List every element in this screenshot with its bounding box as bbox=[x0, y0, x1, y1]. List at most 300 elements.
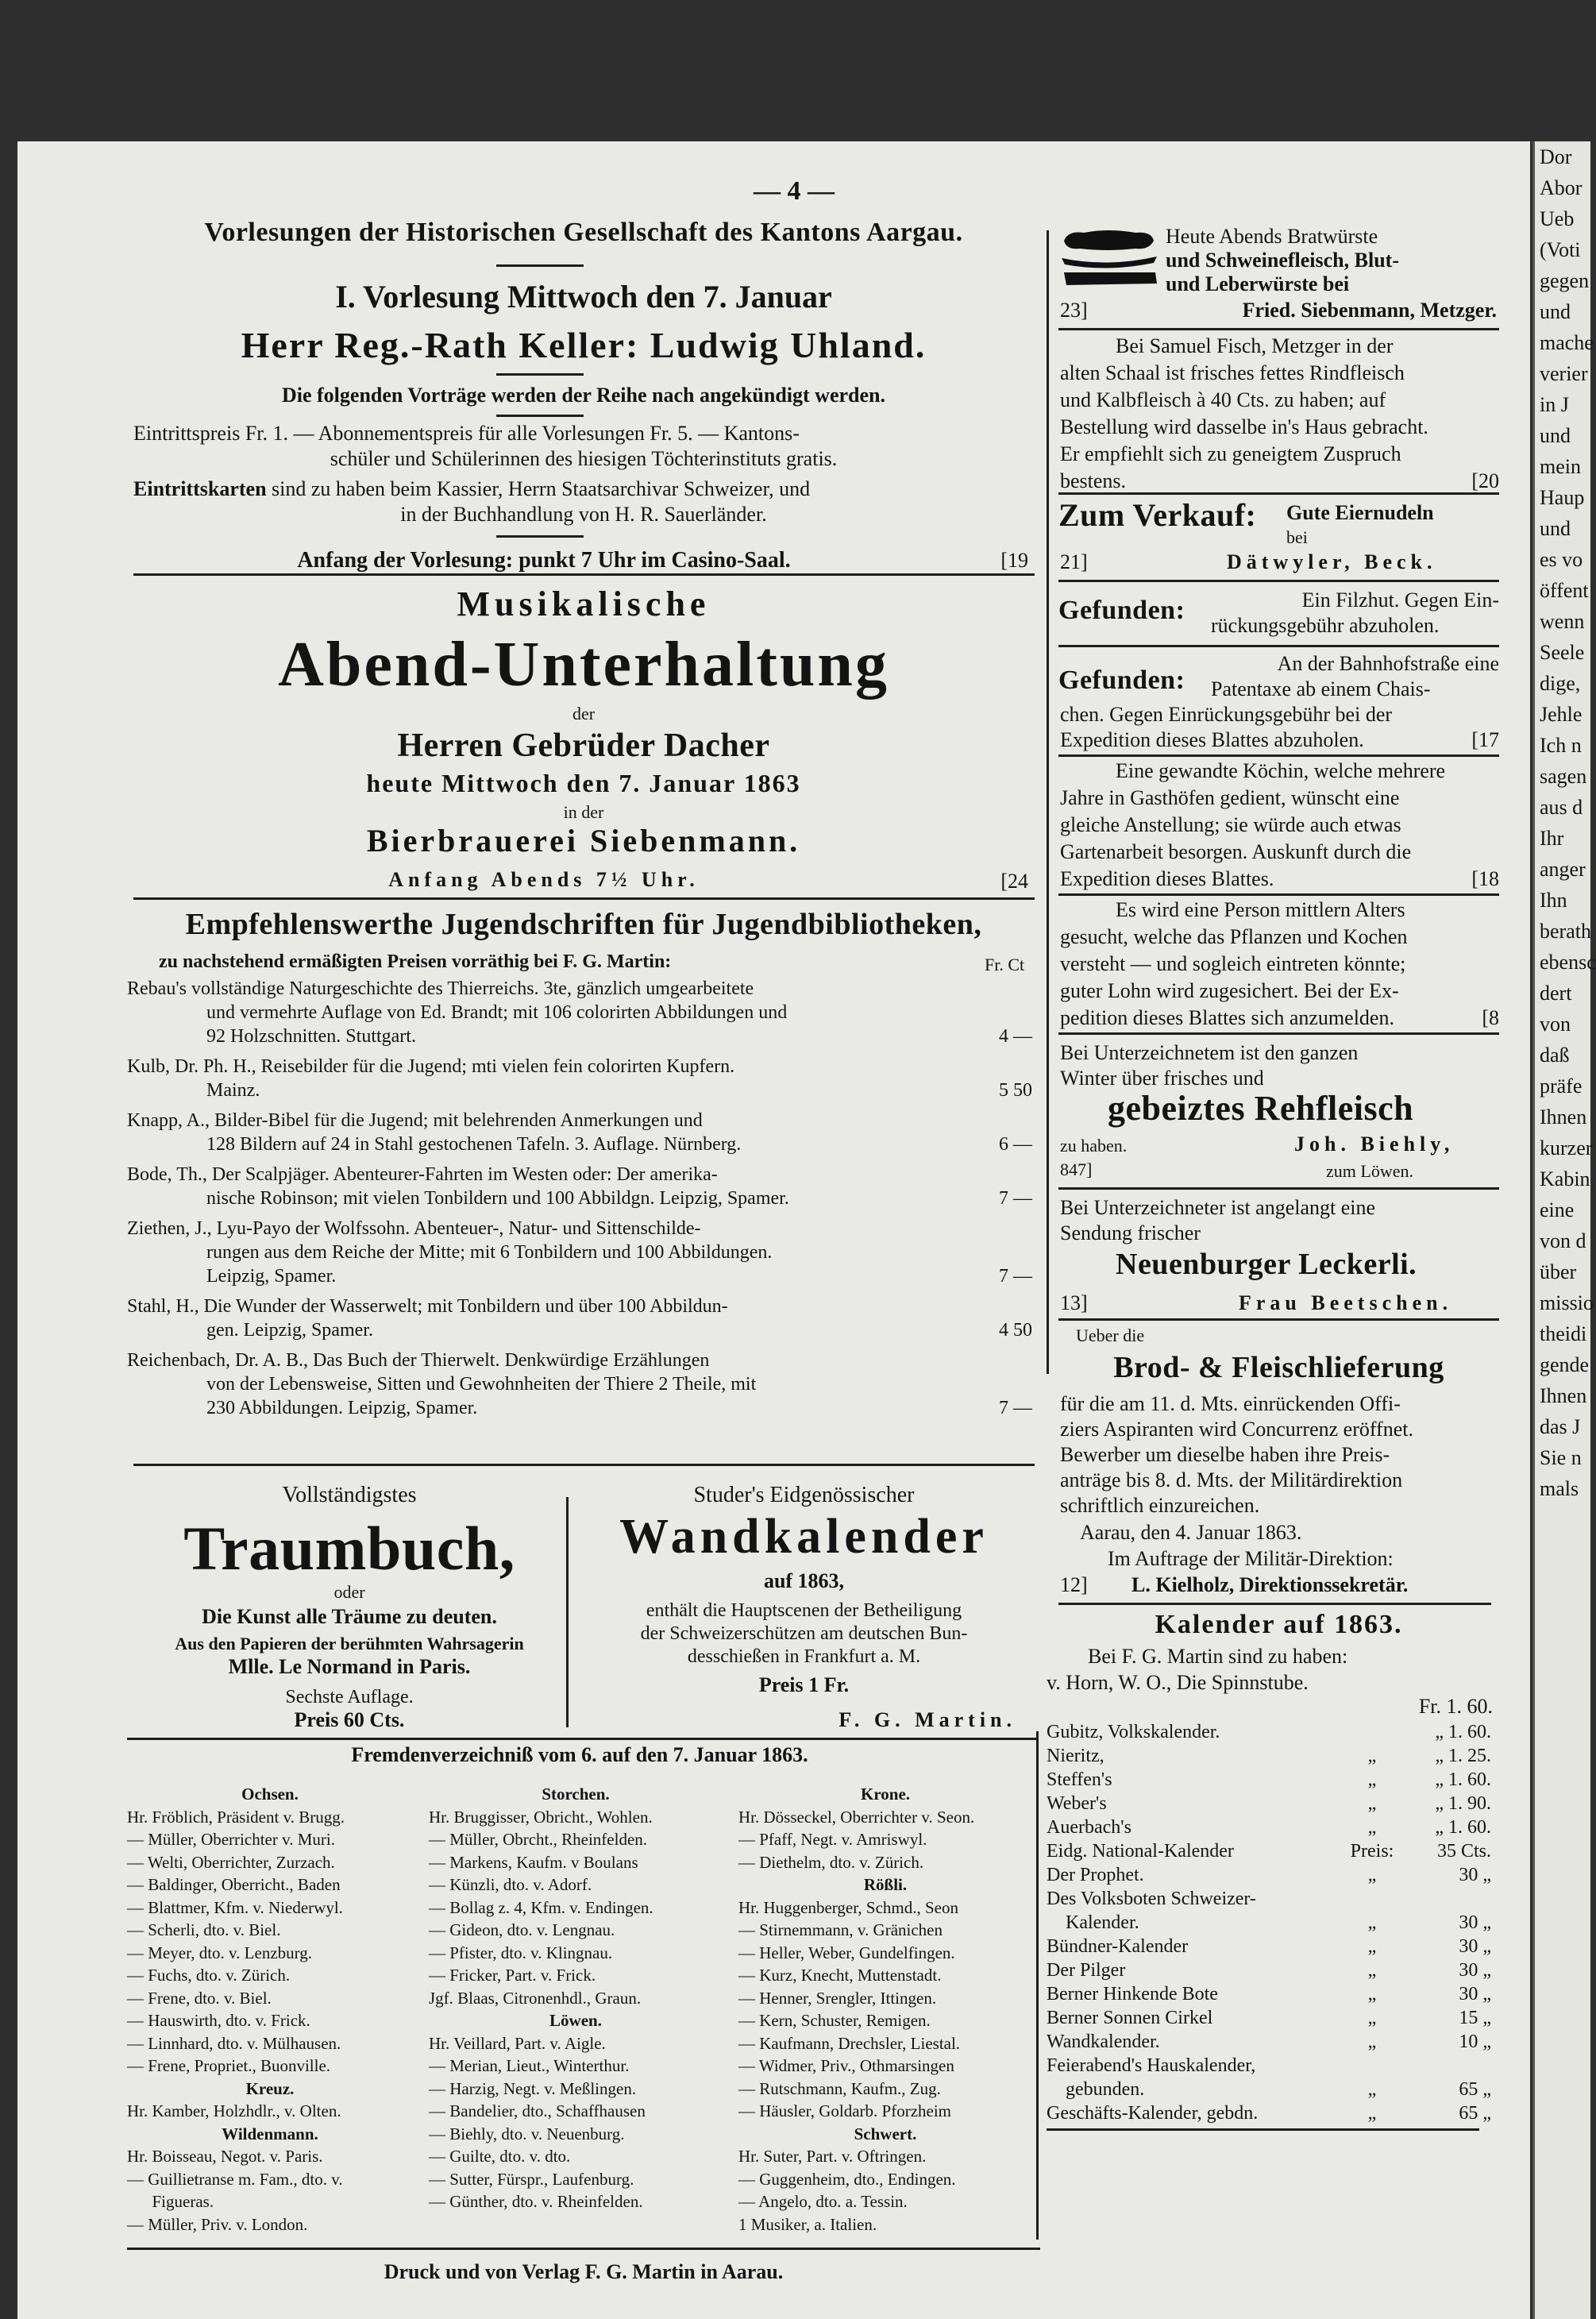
book-line: nische Robinson; mit vielen Tonbildern und 100 Abbildgn. Leipzig, Spamer. bbox=[206, 1188, 789, 1209]
fragment-line: über bbox=[1540, 1260, 1577, 1283]
price-line: schüler und Schülerinnen des hiesigen Töchterinstituts gratis. bbox=[330, 447, 838, 470]
calendar-price: „ 1. 60. bbox=[1435, 1817, 1491, 1838]
book-line: 92 Holzschnitten. Stuttgart. bbox=[206, 1026, 416, 1047]
divider bbox=[496, 535, 584, 538]
book-price: 5 50 bbox=[999, 1080, 1032, 1101]
calendar-price: 10 „ bbox=[1459, 2032, 1491, 2052]
ad-text: der Schweizerschützen am deutschen Bun- bbox=[640, 1623, 968, 1644]
calendar-item bbox=[1047, 1958, 1499, 1982]
ad-ref: [8 bbox=[1482, 1006, 1499, 1029]
ad-line: alten Schaal ist frisches fettes Rindfleisch bbox=[1060, 361, 1405, 384]
calendar-name: Kalender. bbox=[1047, 1912, 1139, 1933]
book-line: Reichenbach, Dr. A. B., Das Buch der Thierwelt. Denkwürdige Erzählungen bbox=[127, 1350, 710, 1371]
calendar-name: Nieritz, bbox=[1047, 1746, 1104, 1766]
calendar-item bbox=[1047, 2078, 1499, 2101]
guest-entry: — Stirnemmann, v. Gränichen bbox=[738, 1920, 943, 1939]
calendar-ditto: „ bbox=[1367, 2103, 1377, 2124]
book-line: Kulb, Dr. Ph. H., Reisebilder für die Jugend; mti vielen fein colorirten Kupfern. bbox=[127, 1056, 735, 1077]
fragment-line: Jehle bbox=[1540, 703, 1583, 726]
calendar-price: „ 1. 60. bbox=[1435, 1722, 1491, 1742]
book-price: 6 — bbox=[999, 1134, 1032, 1155]
calendar-name: Geschäfts-Kalender, gebdn. bbox=[1047, 2103, 1259, 2124]
price-line: Eintrittspreis Fr. 1. — Abonnementspreis für alle Vorlesungen Fr. 5. — Kantons- bbox=[133, 422, 800, 445]
fragment-line: wenn bbox=[1540, 610, 1585, 633]
ad-text: Die Kunst alle Träume zu deuten. bbox=[202, 1605, 497, 1628]
ad-heading: Musikalische bbox=[457, 585, 711, 623]
ad-text: Gute Eiernudeln bbox=[1286, 501, 1434, 524]
ad-text: Im Auftrage der Militär-Direktion: bbox=[1108, 1547, 1394, 1570]
section-rule bbox=[1058, 1318, 1499, 1321]
ad-text: Expedition dieses Blattes. bbox=[1060, 867, 1274, 890]
ad-line: Bei Samuel Fisch, Metzger in der bbox=[1116, 334, 1394, 357]
calendar-ditto: „ bbox=[1367, 1746, 1377, 1766]
hotel-name: Wildenmann. bbox=[222, 2124, 318, 2143]
ad-text: desschießen in Frankfurt a. M. bbox=[687, 1646, 921, 1667]
event-date: heute Mittwoch den 7. Januar 1863 bbox=[366, 769, 801, 797]
ad-text: rückungsgebühr abzuholen. bbox=[1211, 614, 1440, 637]
fragment-line: und bbox=[1540, 517, 1571, 540]
calendar-ditto: „ bbox=[1367, 1912, 1377, 1933]
ad-line: und Kalbfleisch à 40 Cts. zu haben; auf bbox=[1060, 388, 1386, 411]
ad-line: Bestellung wird dasselbe in's Haus gebracht. bbox=[1060, 415, 1428, 438]
book-line: gen. Leipzig, Spamer. bbox=[206, 1320, 373, 1341]
fragment-line: anger bbox=[1540, 858, 1586, 881]
fragment-line: gende bbox=[1540, 1353, 1590, 1376]
calendar-item bbox=[1047, 1911, 1499, 1935]
fragment-line: Seele bbox=[1540, 641, 1585, 664]
book-line: und vermehrte Auflage von Ed. Brandt; mit 106 colorirten Abbildungen und bbox=[206, 1002, 788, 1023]
calendar-ditto: „ bbox=[1367, 1793, 1377, 1814]
calendar-ditto: „ bbox=[1367, 1960, 1377, 1981]
guest-entry: Hr. Fröblich, Präsident v. Brugg. bbox=[127, 1807, 345, 1827]
calendar-price: 30 „ bbox=[1459, 1984, 1491, 2005]
ad-ref: [24 bbox=[1000, 870, 1028, 893]
fragment-line: Dor bbox=[1540, 145, 1572, 168]
fragment-line: Ihnen bbox=[1540, 1105, 1587, 1129]
calendar-item bbox=[1047, 1863, 1499, 1887]
book-price: 4 — bbox=[999, 1026, 1032, 1047]
guest-entry: — Henner, Srengler, Ittingen. bbox=[738, 1988, 937, 2008]
calendar-item bbox=[1047, 1982, 1499, 2006]
guest-entry: — Guilte, dto. v. dto. bbox=[429, 2147, 571, 2166]
edition: Sechste Auflage. bbox=[285, 1687, 414, 1707]
ad-text: der bbox=[572, 704, 596, 723]
ad-date: Aarau, den 4. Januar 1863. bbox=[1080, 1521, 1302, 1544]
ad-heading: Studer's Eidgenössischer bbox=[693, 1483, 915, 1507]
guest-entry: — Fuchs, dto. v. Zürich. bbox=[127, 1966, 291, 1985]
calendar-price bbox=[1404, 1887, 1491, 1911]
section-rule bbox=[133, 573, 1035, 576]
ad-line: ziers Aspiranten wird Concurrenz eröffnet. bbox=[1060, 1418, 1413, 1441]
ad-line: Bewerber um dieselbe haben ihre Preis- bbox=[1060, 1443, 1390, 1466]
calendar-ditto: „ bbox=[1367, 1817, 1377, 1838]
guest-entry: — Müller, Obrcht., Rheinfelden. bbox=[429, 1830, 648, 1849]
calendar-name: Berner Hinkende Bote bbox=[1047, 1984, 1218, 2005]
ad-text: zu haben. bbox=[1060, 1136, 1128, 1156]
ad-title: Kalender auf 1863. bbox=[1155, 1610, 1403, 1639]
guest-entry: — Frene, dto. v. Biel. bbox=[127, 1988, 272, 2008]
calendar-name: Weber's bbox=[1047, 1793, 1107, 1814]
fragment-line: und bbox=[1540, 424, 1571, 447]
ad-ref: [19 bbox=[1000, 549, 1028, 572]
calendar-ditto bbox=[1340, 1720, 1404, 1744]
book-line: Rebau's vollständige Naturgeschichte des Thierreichs. 3te, gänzlich umgearbeitete bbox=[127, 978, 754, 999]
calendar-name: Der Pilger bbox=[1047, 1960, 1126, 1981]
ad-text: Bei Unterzeichneter ist angelangt eine bbox=[1060, 1196, 1376, 1219]
fragment-line: daß bbox=[1540, 1044, 1570, 1067]
calendar-item bbox=[1047, 2054, 1499, 2078]
guest-entry: — Angelo, dto. a. Tessin. bbox=[738, 2192, 908, 2211]
ad-line: gleiche Anstellung; sie würde auch etwas bbox=[1060, 813, 1401, 836]
ad-text: chen. Gegen Einrückungsgebühr bei der bbox=[1060, 703, 1393, 726]
ad-text: bei bbox=[1286, 527, 1308, 547]
calendar-ditto: Preis: bbox=[1350, 1841, 1394, 1862]
ad-text: Bei F. G. Martin sind zu haben: bbox=[1088, 1645, 1348, 1668]
signature: F. G. Martin. bbox=[838, 1708, 1016, 1731]
guest-entry: — Gideon, dto. v. Lengnau. bbox=[429, 1920, 615, 1939]
guest-entry: Hr. Suter, Part. v. Oftringen. bbox=[738, 2147, 927, 2166]
book-entry bbox=[127, 1109, 1032, 1156]
calendar-price: Fr. 1. 60. bbox=[1418, 1695, 1493, 1718]
cards-label: Eintrittskarten bbox=[133, 477, 267, 500]
ad-title: gebeiztes Rehfleisch bbox=[1108, 1089, 1414, 1128]
ad-line: Gartenarbeit besorgen. Auskunft durch die bbox=[1060, 840, 1412, 863]
calendar-price: 65 „ bbox=[1459, 2079, 1491, 2100]
ad-text: in der bbox=[563, 802, 604, 822]
ad-title: Wandkalender bbox=[619, 1510, 989, 1564]
fragment-line: und bbox=[1540, 300, 1571, 323]
ad-text: An der Bahnhofstraße eine bbox=[1277, 652, 1499, 675]
calendar-name: Steffen's bbox=[1047, 1769, 1112, 1790]
book-entry bbox=[127, 1217, 1032, 1288]
hotel-name: Rößli. bbox=[863, 1875, 908, 1894]
calendar-name: Eidg. National-Kalender bbox=[1047, 1841, 1234, 1862]
fragment-line: verier bbox=[1540, 362, 1588, 385]
fragment-line: kurzer bbox=[1540, 1136, 1593, 1160]
fragment-line: (Voti bbox=[1540, 238, 1581, 261]
calendar-ditto bbox=[1340, 2054, 1404, 2078]
hotel-name: Storchen. bbox=[542, 1785, 610, 1804]
section-rule bbox=[1058, 754, 1499, 757]
price: Preis 60 Cts. bbox=[294, 1708, 405, 1731]
hotel-name: Löwen. bbox=[549, 2011, 602, 2030]
ad-ref: 21] bbox=[1060, 550, 1088, 573]
ad-text: auf 1863, bbox=[763, 1569, 845, 1592]
calendar-price: „ 1. 60. bbox=[1435, 1769, 1491, 1790]
ad-ref: 23] bbox=[1060, 299, 1088, 322]
box-divider bbox=[566, 1497, 569, 1727]
ad-person-gesucht bbox=[1060, 897, 1499, 1031]
guest-entry: — Welti, Oberrichter, Zurzach. bbox=[127, 1852, 335, 1872]
ad-line: gesucht, welche das Pflanzen und Kochen bbox=[1060, 925, 1408, 948]
ad-ref: 847] bbox=[1060, 1160, 1093, 1179]
ad-text: Ein Filzhut. Gegen Ein- bbox=[1301, 588, 1499, 612]
ad-text: bestens. bbox=[1060, 469, 1127, 492]
ad-title: Empfehlenswerthe Jugendschriften für Jugendbibliotheken, bbox=[185, 908, 982, 941]
ad-ref: 12] bbox=[1060, 1573, 1088, 1596]
calendar-price: 30 „ bbox=[1459, 1936, 1491, 1957]
book-line: 128 Bildern auf 24 in Stahl gestochenen Tafeln. 3. Auflage. Nürnberg. bbox=[206, 1134, 742, 1155]
calendar-name: Gubitz, Volkskalender. bbox=[1047, 1722, 1220, 1742]
section-rule bbox=[133, 1464, 1035, 1466]
book-line: 230 Abbildungen. Leipzig, Spamer. bbox=[206, 1398, 478, 1418]
event-start: Anfang Abends 7½ Uhr. bbox=[388, 868, 700, 891]
guest-entry: — Scherli, dto. v. Biel. bbox=[127, 1920, 281, 1939]
ad-subtitle: zu nachstehend ermäßigten Preisen vorräthig bei F. G. Martin: bbox=[159, 951, 672, 972]
calendar-price: 30 „ bbox=[1459, 1960, 1491, 1981]
fragment-line: dert bbox=[1540, 982, 1572, 1005]
hotel-name: Ochsen. bbox=[241, 1785, 299, 1804]
section-rule bbox=[127, 1738, 1036, 1740]
currency-header: Fr. Ct bbox=[985, 955, 1025, 974]
hotel-name: Schwert. bbox=[854, 2124, 917, 2143]
guest-entry: Hr. Huggenberger, Schmd., Seon bbox=[738, 1897, 958, 1917]
ad-text: Expedition dieses Blattes abzuholen. bbox=[1060, 728, 1364, 751]
ad-body bbox=[1060, 1391, 1499, 1518]
fragment-line: dige, bbox=[1540, 672, 1581, 695]
guest-entry: 1 Musiker, a. Italien. bbox=[738, 2214, 877, 2234]
calendar-ditto: „ bbox=[1367, 2032, 1377, 2052]
ad-text: Sendung frischer bbox=[1060, 1221, 1201, 1244]
guest-entry: — Kaufmann, Drechsler, Liestal. bbox=[738, 2033, 961, 2053]
imprint: Druck und von Verlag F. G. Martin in Aarau. bbox=[384, 2260, 784, 2283]
guest-entry: — Biehly, dto. v. Neuenburg. bbox=[429, 2124, 625, 2143]
calendar-item bbox=[1047, 1768, 1499, 1792]
book-entry bbox=[127, 977, 1032, 1048]
fragment-line: Ihr bbox=[1540, 827, 1564, 850]
calendar-name: Der Prophet. bbox=[1047, 1865, 1144, 1885]
guest-entry: Hr. Bruggisser, Obricht., Wohlen. bbox=[429, 1807, 653, 1827]
signature: Joh. Biehly, bbox=[1294, 1132, 1455, 1156]
fragment-line: mein bbox=[1540, 455, 1581, 478]
fragment-line: es vo bbox=[1540, 548, 1583, 571]
book-entry bbox=[127, 1349, 1032, 1420]
ad-koechin bbox=[1060, 758, 1499, 892]
calendar-price: „ 1. 25. bbox=[1435, 1746, 1491, 1766]
fragment-line: Sie n bbox=[1540, 1446, 1582, 1469]
calendar-ditto: „ bbox=[1367, 1984, 1377, 2005]
ad-text: oder bbox=[333, 1582, 365, 1602]
guest-entry: — Künzli, dto. v. Adorf. bbox=[429, 1875, 592, 1894]
ad-line: Jahre in Gasthöfen gedient, wünscht eine bbox=[1060, 786, 1400, 809]
fragment-line: präfe bbox=[1540, 1075, 1583, 1098]
fragment-line: öffent bbox=[1540, 579, 1589, 602]
ad-line: guter Lohn wird zugesichert. Bei der Ex- bbox=[1060, 979, 1399, 1002]
ad-line: Er empfiehlt sich zu geneigtem Zuspruch bbox=[1060, 442, 1401, 465]
ad-text: Bei Unterzeichnetem ist den ganzen bbox=[1060, 1041, 1359, 1064]
ad-line: Es wird eine Person mittlern Alters bbox=[1116, 898, 1405, 921]
calendar-item bbox=[1047, 1839, 1499, 1863]
hotel-name: Kreuz. bbox=[245, 2078, 295, 2098]
hotel-name: Krone. bbox=[860, 1785, 911, 1804]
lecture-speaker: Herr Reg.-Rath Keller: Ludwig Uhland. bbox=[241, 325, 927, 365]
book-list bbox=[127, 977, 1032, 1426]
calendar-ditto: „ bbox=[1367, 2008, 1377, 2028]
guest-entry: — Diethelm, dto. v. Zürich. bbox=[738, 1852, 924, 1872]
page-number: — 4 — bbox=[754, 176, 835, 206]
ad-heading: Gefunden: bbox=[1058, 666, 1185, 695]
book-line: Ziethen, J., Lyu-Payo der Wolfssohn. Abenteuer-, Natur- und Sittenschilde- bbox=[127, 1218, 701, 1239]
ad-ref: [17 bbox=[1471, 728, 1499, 751]
calendar-price: 30 „ bbox=[1459, 1865, 1491, 1885]
calendar-ditto: „ bbox=[1367, 2079, 1377, 2100]
calendar-price: „ 1. 90. bbox=[1435, 1793, 1491, 1814]
book-entry bbox=[127, 1295, 1032, 1342]
lecture-start: Anfang der Vorlesung: punkt 7 Uhr im Casino-Saal. bbox=[297, 548, 791, 573]
ad-line-last bbox=[1060, 1005, 1499, 1031]
section-rule bbox=[1058, 1603, 1491, 1605]
calendar-price: 35 Cts. bbox=[1436, 1841, 1491, 1862]
book-entry bbox=[127, 1055, 1032, 1102]
guest-entry: — Linnhard, dto. v. Mülhausen. bbox=[127, 2033, 341, 2053]
ad-text: Heute Abends Bratwürste bbox=[1166, 225, 1378, 248]
calendar-price: 15 „ bbox=[1459, 2008, 1491, 2028]
ad-text: und Schweinefleisch, Blut- bbox=[1166, 249, 1399, 272]
section-rule bbox=[1058, 645, 1499, 647]
ad-text: Ueber die bbox=[1076, 1325, 1145, 1345]
register-title: Fremdenverzeichniß vom 6. auf den 7. Januar 1863. bbox=[351, 1743, 808, 1766]
fragment-line: Abor bbox=[1540, 176, 1583, 199]
fragment-line: aus d bbox=[1540, 796, 1583, 819]
book-entry bbox=[127, 1163, 1032, 1210]
ad-heading: Zum Verkauf: bbox=[1058, 497, 1257, 533]
guest-entry: — Guggenheim, dto., Endingen. bbox=[738, 2169, 956, 2189]
ad-title: Abend-Unterhaltung bbox=[278, 630, 889, 700]
guest-entry: — Fricker, Part. v. Frick. bbox=[429, 1966, 596, 1985]
fragment-line: das J bbox=[1540, 1415, 1581, 1438]
guest-entry: — Pfaff, Negt. v. Amriswyl. bbox=[738, 1830, 927, 1849]
calendar-item bbox=[1047, 2030, 1499, 2054]
guest-entry: Hr. Dösseckel, Oberrichter v. Seon. bbox=[738, 1807, 975, 1827]
calendar-price: 65 „ bbox=[1459, 2103, 1491, 2124]
ad-ref: 13] bbox=[1060, 1291, 1088, 1314]
ad-line: Eine gewandte Köchin, welche mehrere bbox=[1116, 759, 1446, 782]
fragment-line: mals bbox=[1540, 1477, 1579, 1500]
guest-entry: — Harzig, Negt. v. Meßlingen. bbox=[429, 2078, 637, 2098]
signature: Dätwyler, Beck. bbox=[1227, 550, 1437, 573]
ad-heading: Vollständigstes bbox=[282, 1483, 417, 1507]
calendar-ditto: „ bbox=[1367, 1865, 1377, 1885]
calendar-item bbox=[1047, 1887, 1499, 1911]
section-rule bbox=[1058, 328, 1499, 330]
guest-entry: — Pfister, dto. v. Klingnau. bbox=[429, 1943, 613, 1962]
book-price: 7 — bbox=[999, 1266, 1032, 1287]
calendar-list bbox=[1047, 1720, 1499, 2125]
calendar-name: Bündner-Kalender bbox=[1047, 1936, 1189, 1957]
ad-ref: [18 bbox=[1471, 867, 1499, 890]
ad-text: enthält die Hauptscenen der Betheiligung bbox=[646, 1600, 962, 1621]
fragment-line: Ueb bbox=[1540, 207, 1575, 230]
guest-entry: Jgf. Blaas, Citronenhdl., Graun. bbox=[429, 1988, 642, 2008]
calendar-name: Berner Sonnen Cirkel bbox=[1047, 2008, 1213, 2028]
fragment-line: Ich n bbox=[1540, 734, 1582, 757]
ad-text: Mlle. Le Normand in Paris. bbox=[228, 1655, 471, 1678]
fragment-line: mache bbox=[1540, 331, 1594, 354]
lecture-note: Die folgenden Vorträge werden der Reihe nach angekündigt werden. bbox=[281, 384, 885, 407]
guest-entry: Figueras. bbox=[127, 2192, 214, 2211]
ad-title: Vorlesungen der Historischen Gesellschaft des Kantons Aargau. bbox=[204, 218, 963, 247]
guest-entry: — Häusler, Goldarb. Pforzheim bbox=[738, 2101, 952, 2120]
section-rule bbox=[1058, 1032, 1499, 1035]
signature: Fried. Siebenmann, Metzger. bbox=[1242, 299, 1497, 322]
guest-entry: Hr. Boisseau, Negot. v. Paris. bbox=[127, 2147, 323, 2166]
fragment-line: Ihnen bbox=[1540, 1384, 1587, 1407]
ad-heading: Gefunden: bbox=[1058, 596, 1185, 625]
calendar-name: Auerbach's bbox=[1047, 1817, 1131, 1838]
calendar-item bbox=[1047, 2101, 1499, 2125]
fragment-line: theidi bbox=[1540, 1322, 1587, 1345]
fragment-line: sagen bbox=[1540, 765, 1587, 788]
guest-entry: — Sutter, Fürspr., Laufenburg. bbox=[429, 2169, 634, 2189]
ad-title: Neuenburger Leckerli. bbox=[1116, 1248, 1417, 1281]
calendar-item bbox=[1047, 2006, 1499, 2030]
ad-line: schriftlich einzureichen. bbox=[1060, 1494, 1260, 1517]
venue: Bierbrauerei Siebenmann. bbox=[366, 823, 801, 859]
guest-entry: — Blattmer, Kfm. v. Niederwyl. bbox=[127, 1897, 343, 1917]
ad-line-last bbox=[1060, 469, 1499, 494]
book-price: 7 — bbox=[999, 1398, 1032, 1418]
fragment-line: missio bbox=[1540, 1291, 1594, 1314]
guest-entry: — Heller, Weber, Gundelfingen. bbox=[738, 1943, 955, 1962]
calendar-item: v. Horn, W. O., Die Spinnstube. bbox=[1047, 1671, 1309, 1694]
calendar-ditto: „ bbox=[1367, 1769, 1377, 1790]
book-price: 7 — bbox=[999, 1188, 1032, 1209]
calendar-item bbox=[1047, 1792, 1499, 1815]
fragment-line: gegen bbox=[1540, 269, 1590, 292]
ad-text: und Leberwürste bei bbox=[1166, 272, 1350, 295]
guest-entry: — Baldinger, Oberricht., Baden bbox=[127, 1875, 341, 1894]
section-rule bbox=[1058, 492, 1499, 495]
ad-fisch bbox=[1060, 334, 1499, 494]
register-column bbox=[127, 1783, 413, 2236]
ad-title: Brod- & Fleischlieferung bbox=[1113, 1351, 1444, 1384]
guest-entry: — Markens, Kaufm. v Boulans bbox=[429, 1852, 638, 1872]
performers: Herren Gebrüder Dacher bbox=[397, 727, 770, 764]
fragment-line: von d bbox=[1540, 1229, 1586, 1252]
calendar-item bbox=[1047, 1744, 1499, 1768]
calendar-name: Des Volksboten Schweizer- bbox=[1047, 1889, 1256, 1909]
price: Preis 1 Fr. bbox=[758, 1673, 850, 1696]
calendar-item bbox=[1047, 1815, 1499, 1839]
calendar-item bbox=[1047, 1720, 1499, 1744]
fragment-line: Haup bbox=[1540, 486, 1585, 509]
signature: Frau Beetschen. bbox=[1239, 1291, 1453, 1314]
book-line: Mainz. bbox=[206, 1080, 260, 1101]
book-line: von der Lebensweise, Sitten und Gewohnheiten der Thiere 2 Theile, mit bbox=[206, 1374, 757, 1395]
guest-entry: — Bollag z. 4, Kfm. v. Endingen. bbox=[429, 1897, 653, 1917]
book-line: Bode, Th., Der Scalpjäger. Abenteurer-Fahrten im Westen oder: Der amerika- bbox=[127, 1164, 718, 1185]
section-rule bbox=[1058, 893, 1499, 896]
fragment-line: Kabin bbox=[1540, 1167, 1590, 1190]
ad-text: Aus den Papieren der berühmten Wahrsagerin bbox=[175, 1634, 524, 1653]
fragment-line: eine bbox=[1540, 1198, 1575, 1221]
guest-entry: — Müller, Priv. v. London. bbox=[127, 2214, 308, 2234]
guest-entry: — Guillietranse m. Fam., dto. v. bbox=[127, 2169, 343, 2189]
section-rule bbox=[1058, 580, 1499, 582]
calendar-name: Feierabend's Hauskalender, bbox=[1047, 2055, 1256, 2076]
ad-text: Patentaxe ab einem Chais- bbox=[1211, 677, 1431, 700]
calendar-ditto: „ bbox=[1367, 1936, 1377, 1957]
guest-entry: — Merian, Lieut., Winterthur. bbox=[429, 2056, 630, 2075]
book-line: Stahl, H., Die Wunder der Wasserwelt; mit Tonbildern und über 100 Abbildun- bbox=[127, 1296, 728, 1317]
adjacent-page-fragment bbox=[1532, 141, 1596, 2319]
ad-line: versteht — und sogleich eintreten könnte; bbox=[1060, 952, 1406, 975]
book-line: rungen aus dem Reiche der Mitte; mit 6 Tonbildern und 100 Abbildungen. bbox=[206, 1242, 773, 1263]
column-divider bbox=[1036, 1731, 1039, 2240]
section-rule bbox=[1058, 1187, 1499, 1190]
ad-text: Winter über frisches und bbox=[1060, 1067, 1264, 1090]
ad-line-last bbox=[1060, 866, 1499, 892]
